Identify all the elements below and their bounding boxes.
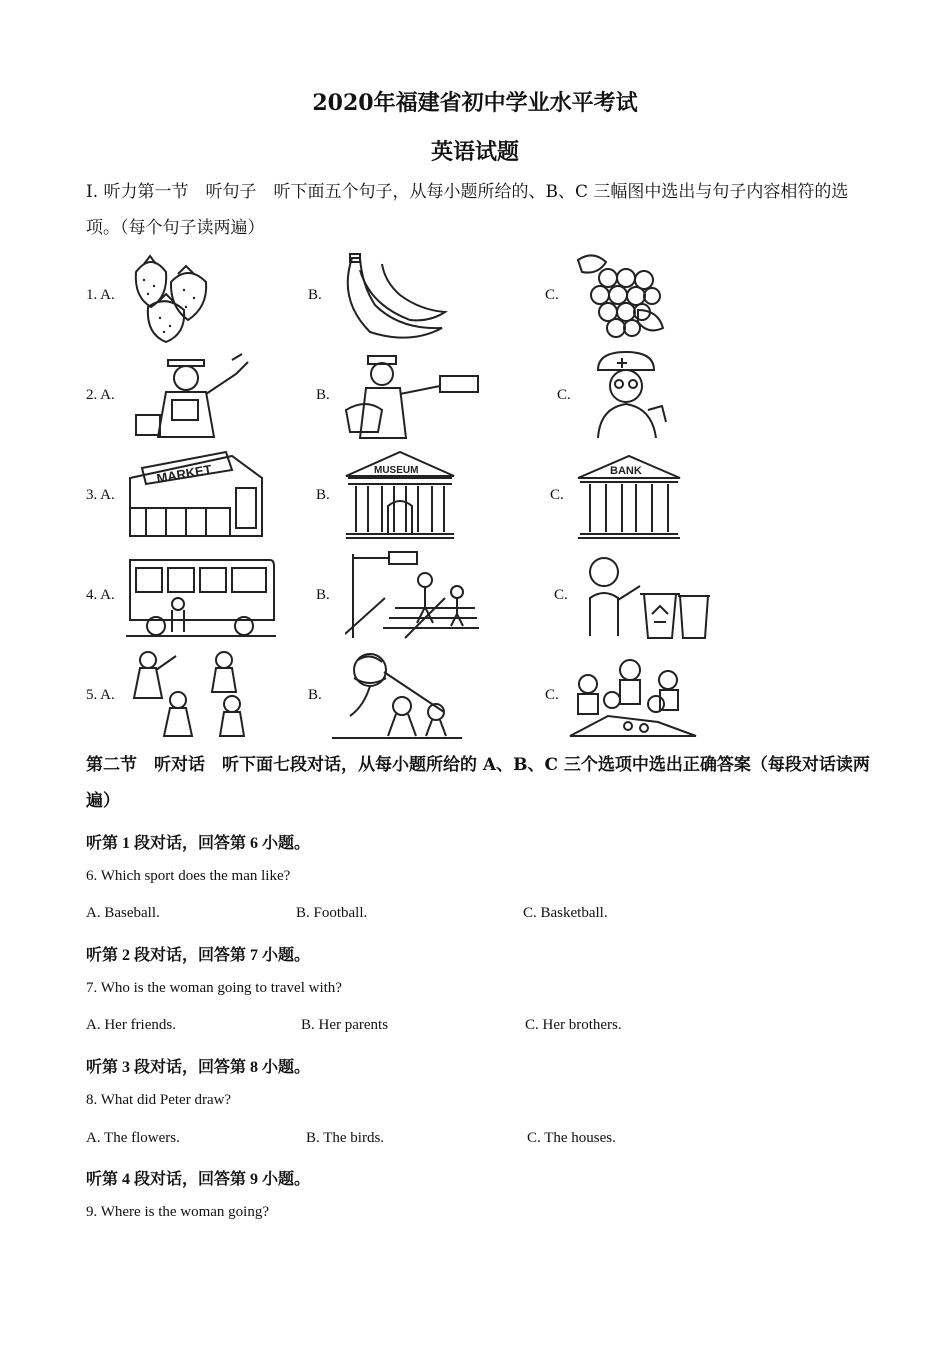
dialogue-2-heading: 听第 2 段对话，回答第 7 小题。 [86,947,311,964]
question-9: 9. Where is the woman going? [86,1204,270,1220]
museum-picture [340,448,460,540]
postman-picture [338,350,483,442]
q5-label-a: 5. A. [86,687,115,703]
q8-option-a: A. The flowers. [86,1130,180,1146]
recycling-picture [580,550,715,642]
section2-instructions: 第二节 听对话 听下面七段对话，从每小题所给的 A、B、C 三个选项中选出正确答案（每段对话读两遍） [86,755,870,811]
question-7: 7. Who is the woman going to travel with? [86,980,342,996]
museum-sign: MUSEUM [374,465,419,476]
q2-label-a: 2. A. [86,387,115,403]
bananas-picture [330,250,450,345]
q1-label-b: B. [308,287,322,303]
bank-sign: BANK [610,465,642,477]
q8-option-c: C. The houses. [527,1130,616,1146]
q6-option-a: A. Baseball. [86,905,160,921]
question-6: 6. Which sport does the man like? [86,868,291,884]
exam-subtitle: 英语试题 [430,139,519,165]
bus-picture [126,548,276,640]
q8-option-b: B. The birds. [306,1130,385,1146]
crossing-picture [345,548,485,640]
worker-picture [128,350,263,442]
q1-label-a: 1. A. [86,287,115,303]
grapes-picture [568,250,668,345]
q4-label-a: 4. A. [86,587,115,603]
q4-label-c: C. [554,587,568,603]
exam-title: 2020年福建省初中学业水平考试 [312,90,638,116]
q5-label-c: C. [545,687,559,703]
q6-option-c: C. Basketball. [523,905,608,921]
picnic-picture [568,650,698,740]
q7-option-c: C. Her brothers. [525,1017,622,1033]
strawberries-picture [126,252,236,344]
q2-label-c: C. [557,387,571,403]
q3-label-c: C. [550,487,564,503]
dancing-picture [128,648,263,740]
q7-option-a: A. Her friends. [86,1017,176,1033]
dialogue-4-heading: 听第 4 段对话，回答第 9 小题。 [86,1171,311,1188]
doctor-picture [578,350,673,442]
q5-label-b: B. [308,687,322,703]
question-8: 8. What did Peter draw? [86,1092,232,1108]
q1-label-c: C. [545,287,559,303]
q3-label-a: 3. A. [86,487,115,503]
q6-option-b: B. Football. [296,905,368,921]
q2-label-b: B. [316,387,330,403]
bank-picture [574,454,684,540]
dialogue-1-heading: 听第 1 段对话，回答第 6 小题。 [86,835,311,852]
market-picture [126,448,266,540]
market-sign: MARKET [155,461,213,487]
kite-picture [332,648,462,740]
q3-label-b: B. [316,487,330,503]
q7-option-b: B. Her parents [301,1017,389,1033]
section1-instructions: Ⅰ. 听力第一节 听句子 听下面五个句子，从每小题所给的、B、C 三幅图中选出与句子内容相符的选项。（每个句子读两遍） [86,182,849,238]
dialogue-3-heading: 听第 3 段对话，回答第 8 小题。 [86,1059,311,1076]
q4-label-b: B. [316,587,330,603]
